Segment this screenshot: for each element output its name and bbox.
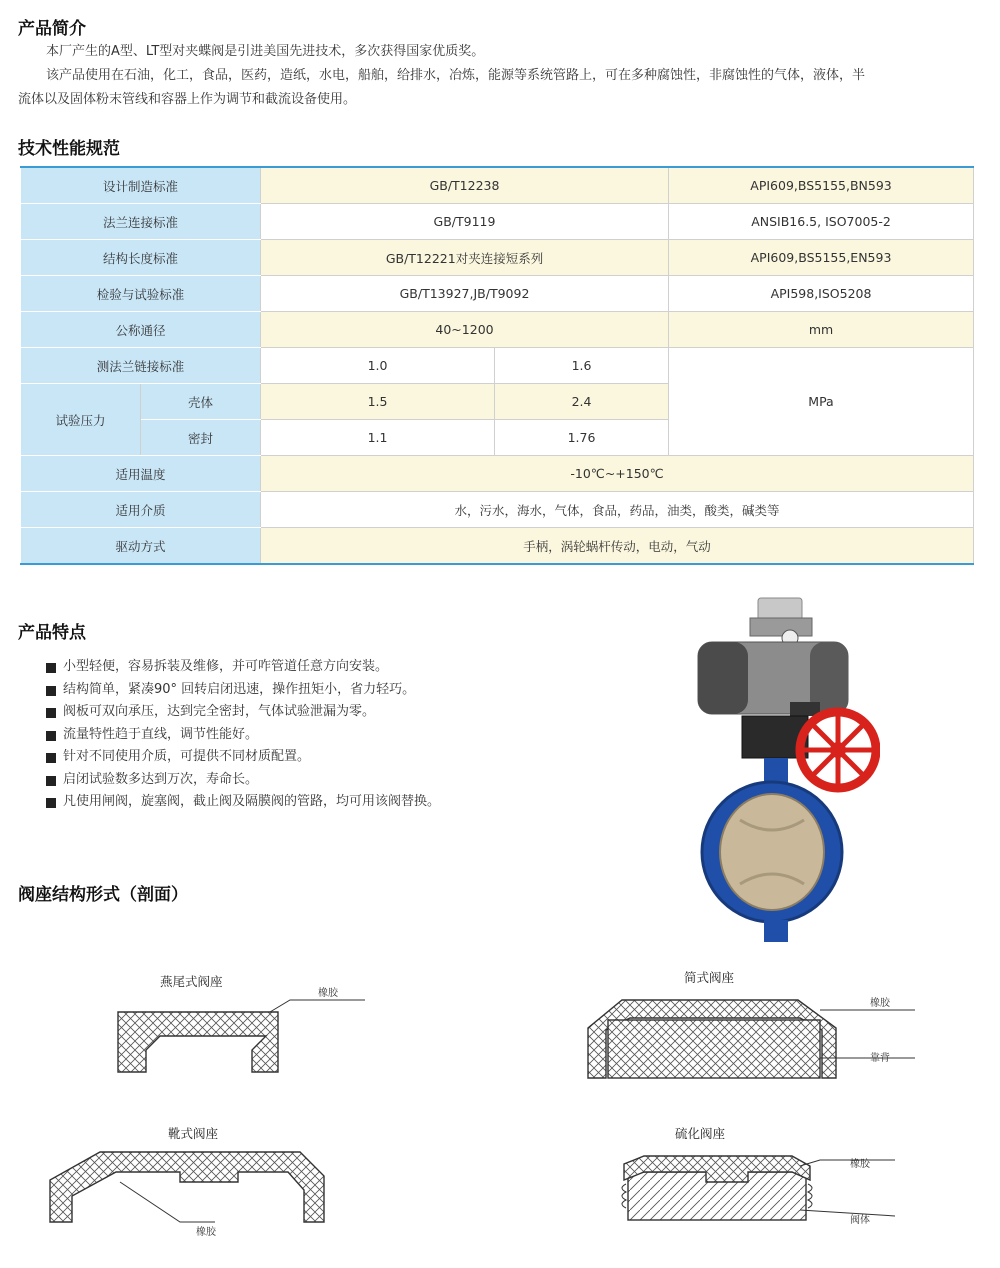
list-item: 针对不同使用介质，可提供不同材质配置。 — [46, 746, 440, 769]
row-label: 公称通径 — [21, 312, 261, 348]
spec-table — [20, 166, 974, 565]
cell-intl: API609,BS5155,EN593 — [669, 240, 974, 276]
list-item: 结构简单，紧凑90° 回转启闭迅速，操作扭矩小，省力轻巧。 — [46, 679, 440, 702]
bullet-square-icon — [46, 708, 56, 718]
cell-intl: ANSIB16.5, ISO7005-2 — [669, 204, 974, 240]
shell-value-2: 2.4 — [495, 384, 669, 420]
boot-seat-title: 靴式阀座 — [168, 1126, 219, 1141]
flange-label: 测法兰链接标准 — [21, 348, 261, 384]
drive-value: 手柄，涡轮蜗杆传动，电动，气动 — [261, 528, 974, 565]
vulcanized-rubber-label: 橡胶 — [850, 1159, 870, 1170]
table-row — [21, 276, 974, 312]
shell-value-1: 1.5 — [261, 384, 495, 420]
table-row — [21, 204, 974, 240]
temp-label: 适用温度 — [21, 456, 261, 492]
medium-label: 适用介质 — [21, 492, 261, 528]
test-pressure-label: 试验压力 — [21, 384, 141, 456]
intro-paragraph-2: 该产品使用在石油，化工，食品，医药，造纸，水电，船舶，给排水，冶炼，能源等系统管路上，可在多种腐蚀性，非腐蚀性的气体，液体，半 — [46, 68, 866, 83]
hand-wheel-icon — [800, 712, 876, 788]
solenoid — [790, 702, 820, 716]
boot-rubber-label: 橡胶 — [196, 1227, 216, 1238]
bullet-square-icon — [46, 663, 56, 673]
seal-value-1: 1.1 — [261, 420, 495, 456]
cell-gb: 40~1200 — [261, 312, 669, 348]
seal-label: 密封 — [141, 420, 261, 456]
cell-gb: GB/T13927,JB/T9092 — [261, 276, 669, 312]
temp-value: -10℃~+150℃ — [261, 456, 974, 492]
leader-line — [270, 1000, 365, 1012]
spec-heading: 技术性能规范 — [18, 139, 120, 159]
table-row — [21, 456, 974, 492]
cell-intl: API598,ISO5208 — [669, 276, 974, 312]
row-label: 设计制造标准 — [21, 167, 261, 204]
list-item: 小型轻便，容易拆装及维修，并可咋管道任意方向安装。 — [46, 656, 440, 679]
tube-seat-title: 简式阀座 — [684, 970, 735, 985]
vulcanized-body-label: 阀体 — [850, 1215, 870, 1226]
features-list — [46, 656, 440, 814]
table-row — [21, 492, 974, 528]
actuator-end-cap — [698, 642, 748, 714]
vulcanized-seat-title: 硫化阀座 — [675, 1126, 726, 1141]
cell-intl: API609,BS5155,BN593 — [669, 167, 974, 204]
list-item: 凡使用闸阀，旋塞阀，截止阀及隔膜阀的管路，均可用该阀替换。 — [46, 791, 440, 814]
list-item: 阀板可双向承压，达到完全密封，气体试验泄漏为零。 — [46, 701, 440, 724]
list-item: 流量特性趋于直线，调节性能好。 — [46, 724, 440, 747]
valve-disc — [720, 794, 824, 910]
table-row — [21, 240, 974, 276]
valve-bottom-stem — [764, 920, 788, 942]
bullet-square-icon — [46, 731, 56, 741]
dovetail-rubber-label: 橡胶 — [318, 988, 338, 999]
cell-gb: GB/T12238 — [261, 167, 669, 204]
row-label: 检验与试验标准 — [21, 276, 261, 312]
positioner-bracket — [750, 618, 812, 636]
intro-paragraph-3: 流体以及固体粉末管线和容器上作为调节和截流设备使用。 — [18, 92, 357, 107]
leader-line — [120, 1182, 215, 1222]
leader-line — [800, 1160, 895, 1166]
table-row — [21, 312, 974, 348]
dovetail-seat-profile — [118, 1012, 278, 1072]
flange-value-2: 1.6 — [495, 348, 669, 384]
table-row — [21, 528, 974, 565]
tube-seat-back — [608, 1020, 820, 1078]
tube-rubber-label: 橡胶 — [870, 998, 890, 1009]
bullet-square-icon — [46, 686, 56, 696]
bullet-square-icon — [46, 798, 56, 808]
drive-label: 驱动方式 — [21, 528, 261, 565]
butterfly-valve-illustration — [680, 590, 880, 950]
features-heading: 产品特点 — [18, 623, 86, 643]
bullet-square-icon — [46, 753, 56, 763]
dovetail-seat-title: 燕尾式阀座 — [160, 974, 223, 989]
pressure-unit: MPa — [669, 348, 974, 456]
intro-paragraph-1: 本厂产生的A型、LT型对夹蝶阀是引进美国先进技术，多次获得国家优质奖。 — [46, 44, 485, 59]
bullet-square-icon — [46, 776, 56, 786]
row-label: 法兰连接标准 — [21, 204, 261, 240]
seal-value-2: 1.76 — [495, 420, 669, 456]
seat-diagrams — [0, 960, 1000, 1250]
seat-heading: 阀座结构形式（剖面） — [18, 885, 188, 905]
flange-value-1: 1.0 — [261, 348, 495, 384]
leader-line — [800, 1210, 895, 1216]
table-row — [21, 348, 974, 384]
cell-intl: mm — [669, 312, 974, 348]
tube-back-label: 靠背 — [870, 1053, 890, 1064]
cell-gb: GB/T9119 — [261, 204, 669, 240]
intro-heading: 产品简介 — [18, 19, 86, 39]
list-item: 启闭试验数多达到万次，寿命长。 — [46, 769, 440, 792]
positioner-box — [758, 598, 802, 620]
boot-seat-profile — [50, 1152, 324, 1222]
cell-gb: GB/T12221对夹连接短系列 — [261, 240, 669, 276]
table-row — [21, 167, 974, 204]
shell-label: 壳体 — [141, 384, 261, 420]
row-label: 结构长度标准 — [21, 240, 261, 276]
medium-value: 水，污水，海水，气体，食品，药品，油类，酸类，碱类等 — [261, 492, 974, 528]
